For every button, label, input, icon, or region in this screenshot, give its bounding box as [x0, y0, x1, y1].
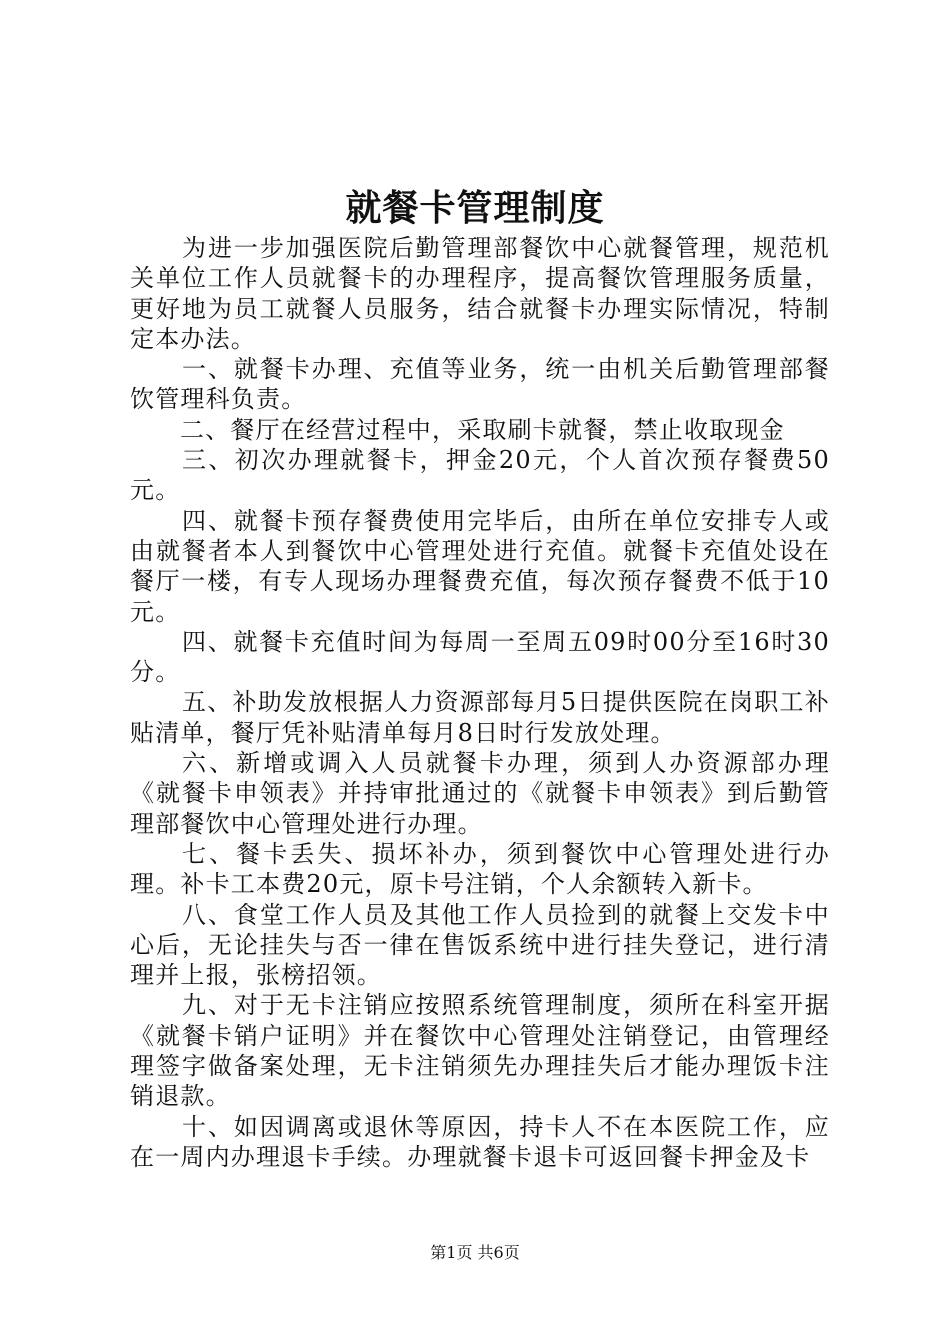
clause-4-paragraph: 四、就餐卡预存餐费使用完毕后，由所在单位安排专人或由就餐者本人到餐饮中心管理处进行充值。就餐卡充值处设在餐厅一楼，有专人现场办理餐费充值，每次预存餐费不低于10元。 [130, 506, 830, 626]
clause-5-paragraph: 五、补助发放根据人力资源部每月5日提供医院在岗职工补贴清单，餐厅凭补贴清单每月8日时行发放处理。 [130, 688, 830, 747]
clause-10-paragraph: 十、如因调离或退休等原因，持卡人不在本医院工作，应在一周内办理退卡手续。办理就餐卡退卡可返回餐卡押金及卡 [130, 1112, 830, 1171]
clause-8-paragraph: 八、食堂工作人员及其他工作人员捡到的就餐上交发卡中心后，无论挂失与否一律在售饭系统中进行挂失登记，进行清理并上报，张榜招领。 [130, 900, 830, 990]
document-body [130, 233, 830, 1172]
clause-4b-paragraph: 四、就餐卡充值时间为每周一至周五09时00分至16时30分。 [130, 627, 830, 687]
clause-3-paragraph: 三、初次办理就餐卡，押金20元，个人首次预存餐费50元。 [130, 446, 830, 505]
page-number-footer: 第1页 共6页 [430, 1243, 520, 1262]
clause-6-paragraph: 六、新增或调入人员就餐卡办理，须到人办资源部办理《就餐卡申领表》并持审批通过的《就餐卡申领表》到后勤管理部餐饮中心管理处进行办理。 [130, 749, 830, 838]
clause-2-paragraph: 二、餐厅在经营过程中，采取刷卡就餐，禁止收取现金 [180, 415, 785, 444]
clause-7-paragraph: 七、餐卡丢失、损坏补办，须到餐饮中心管理处进行办理。补卡工本费20元，原卡号注销，个人余额转入新卡。 [130, 839, 830, 899]
document-title: 就餐卡管理制度 [345, 187, 605, 229]
clause-9-paragraph: 九、对于无卡注销应按照系统管理制度，须所在科室开据《就餐卡销户证明》并在餐饮中心管理处注销登记，由管理经理签字做备案处理，无卡注销须先办理挂失后才能办理饭卡注销退款。 [130, 991, 830, 1111]
intro-paragraph: 为进一步加强医院后勤管理部餐饮中心就餐管理，规范机关单位工作人员就餐卡的办理程序，提高餐饮管理服务质量，更好地为员工就餐人员服务，结合就餐卡办理实际情况，特制定本办法。 [130, 234, 830, 353]
clause-1-paragraph: 一、就餐卡办理、充值等业务，统一由机关后勤管理部餐饮管理科负责。 [130, 355, 830, 414]
